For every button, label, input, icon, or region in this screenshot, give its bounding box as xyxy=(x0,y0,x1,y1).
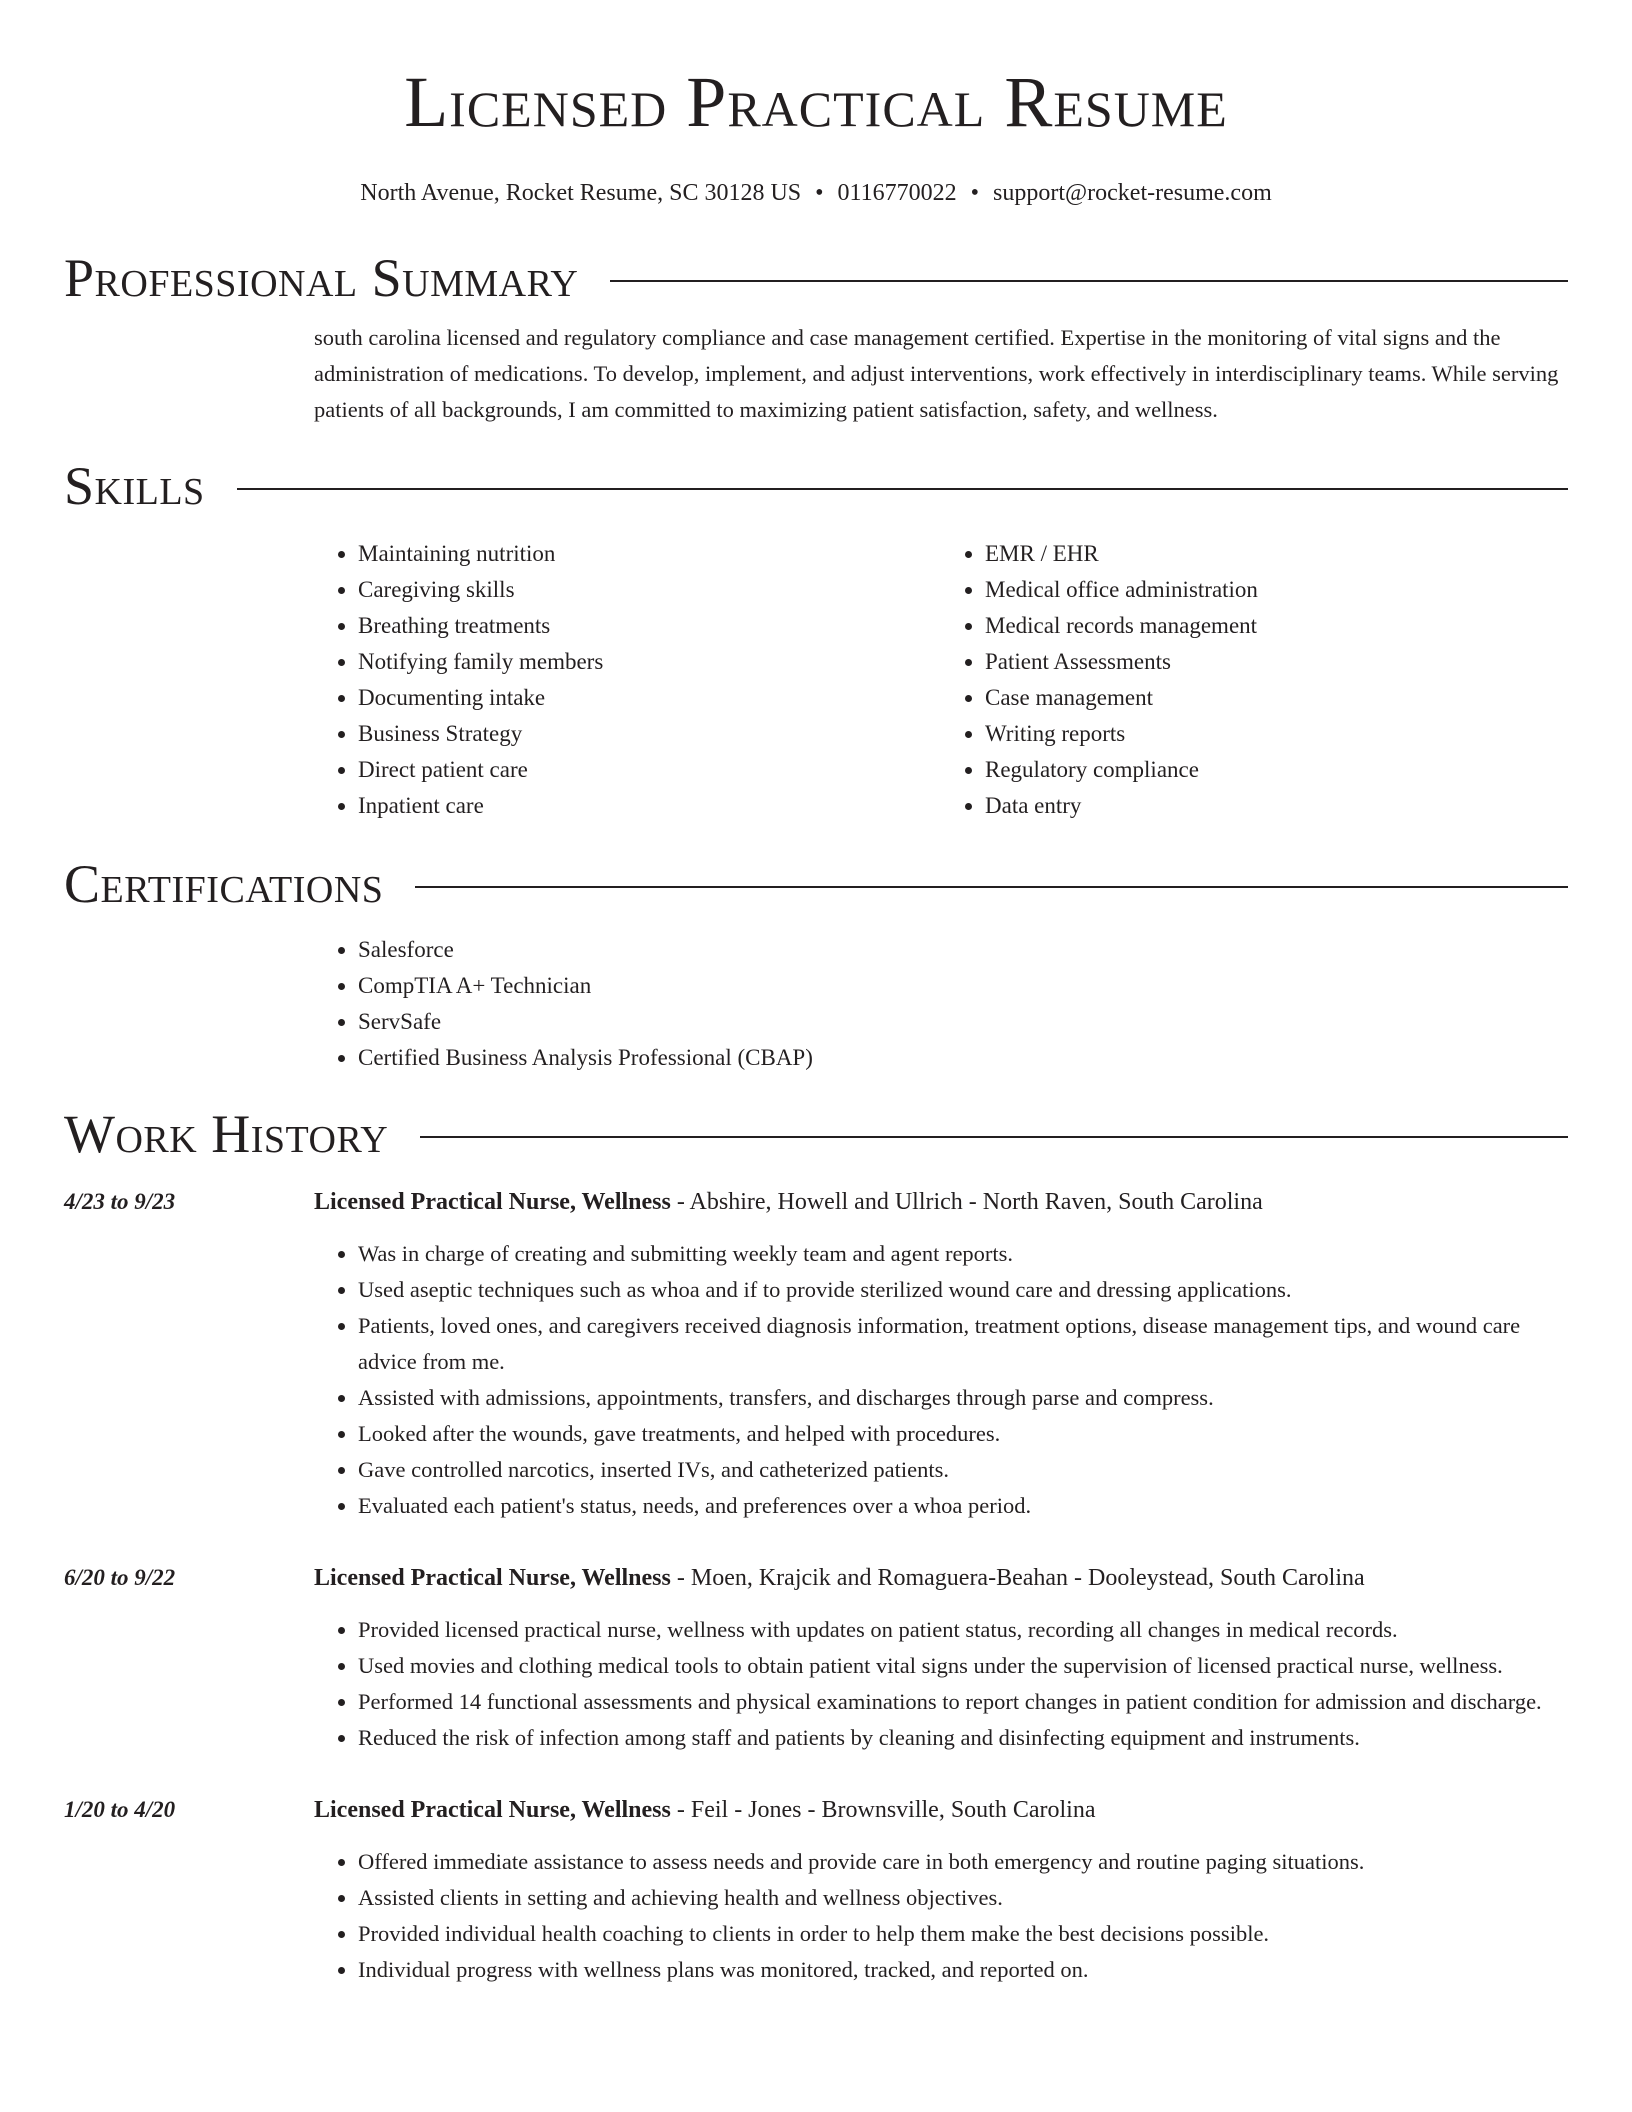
skills-column-1 xyxy=(314,536,941,824)
skill-item: • Medical records management xyxy=(985,608,1568,644)
skill-item: • Documenting intake xyxy=(358,680,941,716)
summary-section-header xyxy=(64,246,1568,310)
skill-item: • Notifying family members xyxy=(358,644,941,680)
contact-email[interactable]: support@rocket-resume.com xyxy=(993,180,1272,206)
skill-item: • Patient Assessments xyxy=(985,644,1568,680)
job-bullet: • Gave controlled narcotics, inserted IVs, and catheterized patients. xyxy=(358,1452,1568,1488)
certification-item: • Certified Business Analysis Professional (CBAP) xyxy=(358,1040,1568,1076)
job-bullet: • Used movies and clothing medical tools to obtain patient vital signs under the supervision of licensed practical nurse, wellness. xyxy=(358,1648,1568,1684)
skill-item: • Caregiving skills xyxy=(358,572,941,608)
job-title: Licensed Practical Nurse, Wellness xyxy=(314,1565,671,1591)
skill-item: • Data entry xyxy=(985,788,1568,824)
skills-section-header xyxy=(64,454,1568,518)
job-bullet: • Provided individual health coaching to clients in order to help them make the best decisions possible. xyxy=(358,1916,1568,1952)
job-entry xyxy=(64,1184,1568,1524)
section-divider xyxy=(610,280,1568,282)
job-dates: 6/20 to 9/22 xyxy=(64,1565,176,1590)
contact-separator: • xyxy=(970,180,980,206)
job-bullet: • Used aseptic techniques such as whoa and if to provide sterilized wound care and dressing applications. xyxy=(358,1272,1568,1308)
section-heading-summary: Professional Summary xyxy=(64,248,579,308)
skill-item: • Maintaining nutrition xyxy=(358,536,941,572)
job-bullet: • Evaluated each patient's status, needs, and preferences over a whoa period. xyxy=(358,1488,1568,1524)
contact-address: North Avenue, Rocket Resume, SC 30128 US xyxy=(360,180,802,206)
job-body xyxy=(314,1184,1568,1524)
job-bullet: • Patients, loved ones, and caregivers received diagnosis information, treatment options, disease management tips, and wound care advice from me. xyxy=(358,1308,1568,1380)
job-bullet: • Assisted with admissions, appointments, transfers, and discharges through parse and compress. xyxy=(358,1380,1568,1416)
work-section-header xyxy=(64,1102,1568,1166)
job-title-line xyxy=(314,1560,1568,1596)
job-bullet: • Provided licensed practical nurse, wellness with updates on patient status, recording all changes in medical records. xyxy=(358,1612,1568,1648)
job-bullet: • Performed 14 functional assessments and physical examinations to report changes in patient condition for admission and discharge. xyxy=(358,1684,1568,1720)
contact-phone: 0116770022 xyxy=(837,180,957,206)
certifications-section-header xyxy=(64,852,1568,916)
job-employer-location: - Moen, Krajcik and Romaguera-Beahan - Dooleystead, South Carolina xyxy=(670,1565,1365,1591)
job-entry xyxy=(64,1792,1568,1988)
job-dates: 1/20 to 4/20 xyxy=(64,1797,176,1822)
job-bullet: • Individual progress with wellness plans was monitored, tracked, and reported on. xyxy=(358,1952,1568,1988)
job-title-line xyxy=(314,1792,1568,1828)
certification-item: • ServSafe xyxy=(358,1004,1568,1040)
job-employer-location: - Feil - Jones - Brownsville, South Carolina xyxy=(670,1797,1096,1823)
job-bullet: • Assisted clients in setting and achieving health and wellness objectives. xyxy=(358,1880,1568,1916)
job-bullets xyxy=(314,1844,1568,1988)
job-bullet: • Reduced the risk of infection among staff and patients by cleaning and disinfecting equipment and instruments. xyxy=(358,1720,1568,1756)
skill-item: • Case management xyxy=(985,680,1568,716)
job-entry xyxy=(64,1560,1568,1756)
skill-item: • Inpatient care xyxy=(358,788,941,824)
job-title: Licensed Practical Nurse, Wellness xyxy=(314,1189,671,1215)
section-divider xyxy=(420,1136,1568,1138)
contact-line xyxy=(64,178,1568,208)
skill-item: • Business Strategy xyxy=(358,716,941,752)
section-divider xyxy=(415,886,1568,888)
certifications-list xyxy=(314,932,1568,1076)
job-bullet: • Offered immediate assistance to assess needs and provide care in both emergency and routine paging situations. xyxy=(358,1844,1568,1880)
section-heading-work-history: Work History xyxy=(64,1104,389,1164)
skill-item: • Direct patient care xyxy=(358,752,941,788)
job-bullets xyxy=(314,1612,1568,1756)
job-dates: 4/23 to 9/23 xyxy=(64,1189,176,1214)
job-title-line xyxy=(314,1184,1568,1220)
job-employer-location: - Abshire, Howell and Ullrich - North Raven, South Carolina xyxy=(670,1189,1263,1215)
section-heading-certifications: Certifications xyxy=(64,854,384,914)
job-body xyxy=(314,1792,1568,1988)
job-bullets xyxy=(314,1236,1568,1524)
skill-item: • Breathing treatments xyxy=(358,608,941,644)
resume-name: Licensed Practical Resume xyxy=(404,62,1228,142)
skill-item: • Writing reports xyxy=(985,716,1568,752)
skills-grid xyxy=(314,536,1568,824)
job-bullet: • Looked after the wounds, gave treatments, and helped with procedures. xyxy=(358,1416,1568,1452)
job-bullet: • Was in charge of creating and submitting weekly team and agent reports. xyxy=(358,1236,1568,1272)
certifications-list-wrap xyxy=(314,932,1568,1076)
job-body xyxy=(314,1560,1568,1756)
job-title: Licensed Practical Nurse, Wellness xyxy=(314,1797,671,1823)
certification-item: • Salesforce xyxy=(358,932,1568,968)
section-heading-skills: Skills xyxy=(64,456,205,516)
skill-item: • Medical office administration xyxy=(985,572,1568,608)
section-divider xyxy=(237,488,1568,490)
skill-item: • Regulatory compliance xyxy=(985,752,1568,788)
certification-item: • CompTIA A+ Technician xyxy=(358,968,1568,1004)
work-history-list xyxy=(64,1184,1568,1988)
contact-separator: • xyxy=(815,180,824,206)
summary-text: south carolina licensed and regulatory compliance and case management certified. Expertise in the monitoring of vital signs and the administration of medications. To develop, implement, and adjust interventions, work effectively in interdisciplinary teams. While serving patients of all backgrounds, I am committed to maximizing patient satisfaction, safety, and wellness. xyxy=(314,325,1559,422)
skill-item: • EMR / EHR xyxy=(985,536,1568,572)
skills-column-2 xyxy=(941,536,1568,824)
resume-page xyxy=(64,0,1568,1988)
